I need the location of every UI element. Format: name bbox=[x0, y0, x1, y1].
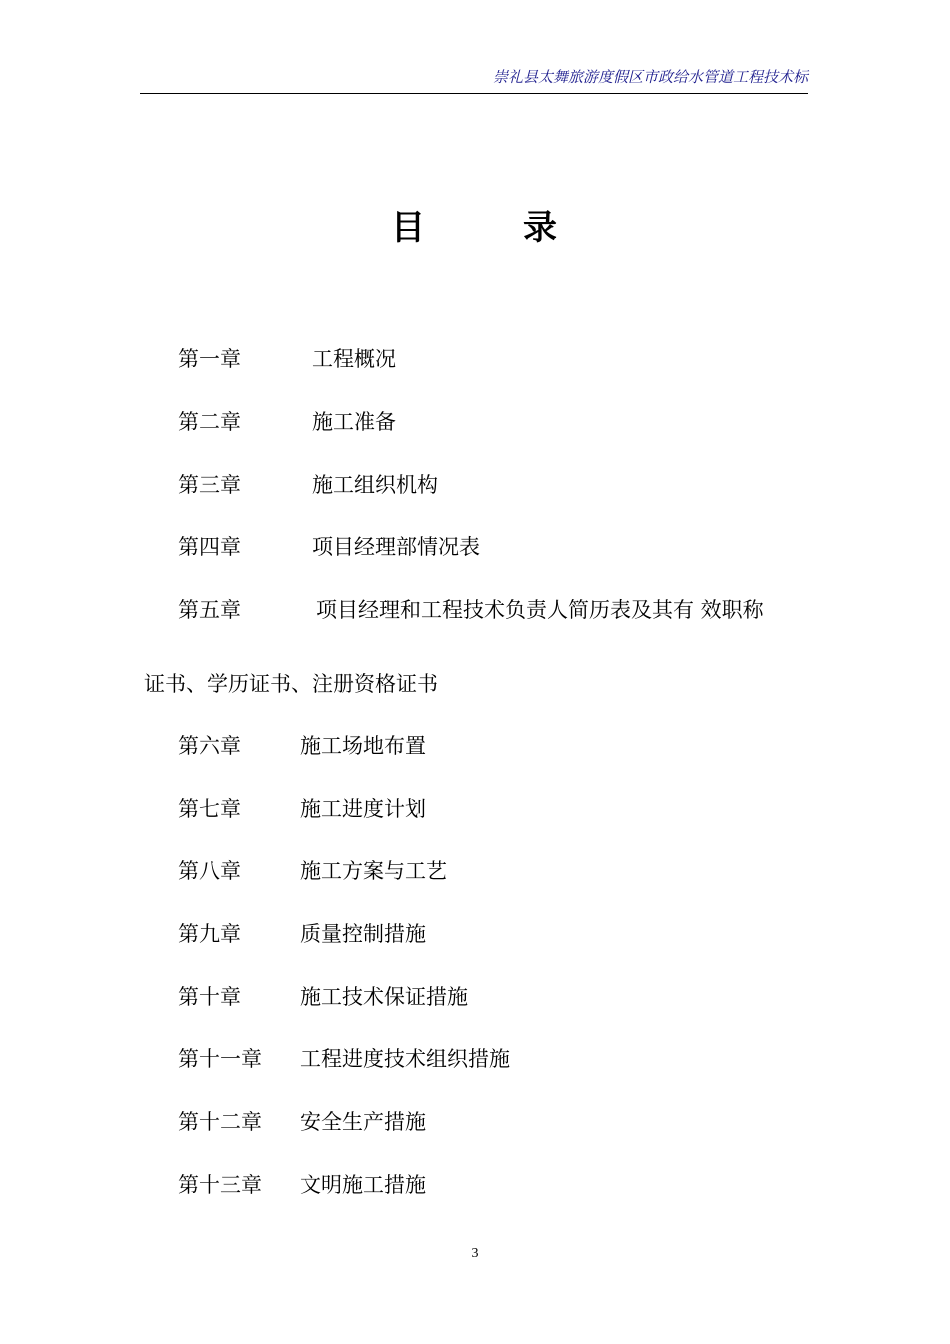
toc-chapter-number: 第三章 bbox=[178, 473, 241, 497]
toc-chapter-title: 文明施工措施 bbox=[300, 1173, 426, 1197]
toc-chapter-title: 施工场地布置 bbox=[300, 734, 426, 758]
toc-chapter-number: 第十三章 bbox=[178, 1173, 262, 1197]
toc-chapter-number: 第十一章 bbox=[178, 1047, 262, 1071]
toc-chapter-title: 施工方案与工艺 bbox=[300, 859, 447, 883]
toc-chapter-number: 第七章 bbox=[178, 797, 241, 821]
toc-chapter-title: 施工进度计划 bbox=[300, 797, 426, 821]
toc-chapter-title: 工程进度技术组织措施 bbox=[300, 1047, 510, 1071]
toc-chapter-number: 第十章 bbox=[178, 985, 241, 1009]
toc-chapter-title: 质量控制措施 bbox=[300, 922, 426, 946]
toc-chapter-number: 第四章 bbox=[178, 535, 241, 559]
page-number: 3 bbox=[471, 1246, 479, 1261]
toc-chapter-number: 第八章 bbox=[178, 859, 241, 883]
toc-chapter-title: 安全生产措施 bbox=[300, 1110, 426, 1134]
toc-entry-5-continuation: 证书、学历证书、注册资格证书 bbox=[144, 672, 438, 696]
toc-chapter-number: 第十二章 bbox=[178, 1110, 262, 1134]
toc-chapter-title: 施工组织机构 bbox=[312, 473, 438, 497]
running-header: 崇礼县太舞旅游度假区市政给水管道工程技术标 bbox=[140, 66, 808, 94]
toc-chapter-number: 第一章 bbox=[178, 347, 241, 371]
toc-chapter-number: 第二章 bbox=[178, 410, 241, 434]
toc-title-part1: 目 bbox=[391, 208, 427, 248]
toc-chapter-title: 施工准备 bbox=[312, 410, 396, 434]
toc-title-part2: 录 bbox=[523, 208, 559, 248]
toc-chapter-number: 第六章 bbox=[178, 734, 241, 758]
toc-chapter-title: 施工技术保证措施 bbox=[300, 985, 468, 1009]
toc-chapter-number: 第九章 bbox=[178, 922, 241, 946]
toc-chapter-title: 项目经理部情况表 bbox=[312, 535, 480, 559]
toc-chapter-title: 项目经理和工程技术负责人简历表及其有 效职称 bbox=[316, 598, 764, 622]
toc-chapter-title: 工程概况 bbox=[312, 347, 396, 371]
toc-chapter-number: 第五章 bbox=[178, 598, 241, 622]
